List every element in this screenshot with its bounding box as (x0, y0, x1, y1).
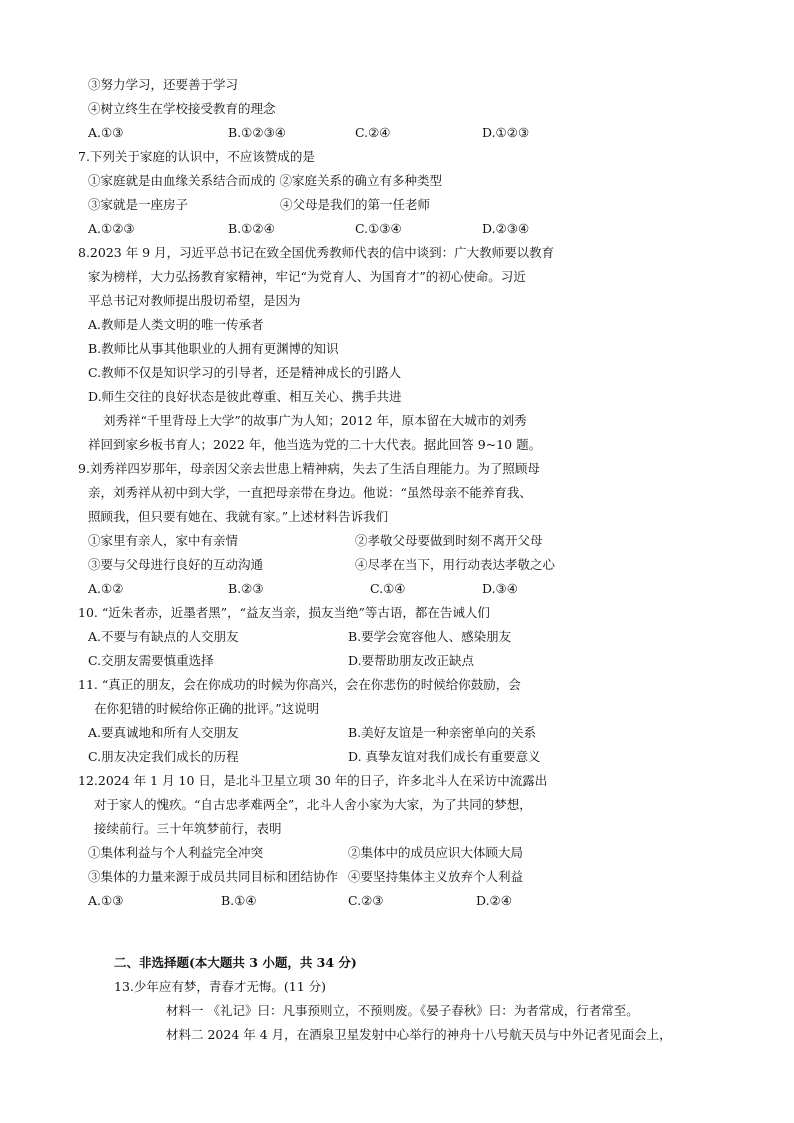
q12-stem-line3: 接续前行。三十年筑梦前行，表明 (94, 821, 282, 836)
q9-stem-line2: 亲，刘秀祥从初中到大学，一直把母亲带在身边。他说：“虽然母亲不能养育我、 (88, 485, 532, 500)
q9-option-a: A.①② (88, 581, 124, 596)
q7-option-a: A.①②③ (88, 221, 135, 236)
passage-line2: 祥回到家乡板书育人；2022 年，他当选为党的二十大代表。据此回答 9~10 题。 (88, 437, 542, 452)
q7-statements-1-2: ①家庭就是由血缘关系结合而成的 ②家庭关系的确立有多种类型 (88, 173, 442, 188)
q10-option-a: A.不要与有缺点的人交朋友 (88, 629, 239, 644)
q8-stem-line3: 平总书记对教师提出殷切希望，是因为 (88, 293, 301, 308)
q8-option-a: A.教师是人类文明的唯一传承者 (88, 317, 264, 332)
q7-option-c: C.①③④ (355, 221, 402, 236)
q11-option-a: A.要真诚地和所有人交朋友 (88, 725, 239, 740)
q10-option-b: B.要学会宽容他人、感染朋友 (348, 629, 512, 644)
section-heading: 二、非选择题(本大题共 3 小题，共 34 分) (114, 955, 357, 970)
option-b: B.①②③④ (228, 125, 286, 140)
q11-option-b: B.美好友谊是一种亲密单向的关系 (348, 725, 537, 740)
q12-statement-4: ④要坚持集体主义放弃个人利益 (348, 869, 524, 884)
q8-option-d: D.师生交往的良好状态是彼此尊重、相互关心、携手共进 (88, 389, 402, 404)
q12-statement-2: ②集体中的成员应识大体顾大局 (348, 845, 524, 860)
option-c: C.②④ (355, 125, 391, 140)
material-2: 材料二 2024 年 4 月，在酒泉卫星发射中心举行的神舟十八号航天员与中外记者见面会上， (166, 1027, 672, 1042)
q8-option-b: B.教师比从事其他职业的人拥有更渊博的知识 (88, 341, 339, 356)
q7-option-b: B.①②④ (228, 221, 275, 236)
q12-option-b: B.①④ (221, 893, 257, 908)
q7-statement-4: ④父母是我们的第一任老师 (280, 197, 431, 212)
q12-option-c: C.②③ (348, 893, 384, 908)
q10-option-d: D.要帮助朋友改正缺点 (348, 653, 475, 668)
option-d: D.①②③ (482, 125, 530, 140)
q13-stem: 13.少年应有梦，青春才无悔。(11 分) (114, 979, 327, 994)
q12-statement-3: ③集体的力量来源于成员共同目标和团结协作 (88, 869, 339, 884)
q12-stem-line2: 对于家人的愧疚。“自古忠孝难两全”，北斗人舍小家为大家，为了共同的梦想， (94, 797, 532, 812)
q7-stem: 7.下列关于家庭的认识中，不应该赞成的是 (78, 149, 315, 164)
passage-line1: 刘秀祥“千里背母上大学”的故事广为人知；2012 年，原本留在大城市的刘秀 (103, 413, 527, 428)
statement-3: ③努力学习，还要善于学习 (88, 77, 239, 92)
statement-4: ④树立终生在学校接受教育的理念 (88, 101, 276, 116)
q11-option-c: C.朋友决定我们成长的历程 (88, 749, 239, 764)
q12-stem-line1: 12.2024 年 1 月 10 日，是北斗卫星立项 30 年的日子，许多北斗人在采访中流露出 (78, 773, 548, 788)
q12-statement-1: ①集体利益与个人利益完全冲突 (88, 845, 264, 860)
q11-stem-line2: 在你犯错的时候给你正确的批评。”这说明 (94, 701, 320, 716)
q8-stem-line1: 8.2023 年 9 月，习近平总书记在致全国优秀教师代表的信中谈到：广大教师要以教育 (78, 245, 555, 260)
q12-option-a: A.①③ (88, 893, 124, 908)
option-a: A.①③ (88, 125, 124, 140)
q10-stem: 10. “近朱者赤，近墨者黑”，“益友当亲，损友当绝”等古语，都在告诫人们 (78, 605, 490, 620)
q11-option-d: D. 真挚友谊对我们成长有重要意义 (348, 749, 541, 764)
q9-statement-4: ④尽孝在当下，用行动表达孝敬之心 (355, 557, 556, 572)
q10-option-c: C.交朋友需要慎重选择 (88, 653, 214, 668)
material-1: 材料一 《礼记》曰：凡事预则立，不预则废。《晏子春秋》曰：为者常成，行者常至。 (166, 1003, 639, 1018)
q9-option-d: D.③④ (482, 581, 518, 596)
q9-option-c: C.①④ (370, 581, 406, 596)
q9-option-b: B.②③ (228, 581, 264, 596)
q9-statement-1: ①家里有亲人，家中有亲情 (88, 533, 239, 548)
q7-option-d: D.②③④ (482, 221, 530, 236)
q9-stem-line3: 照顾我，但只要有她在、我就有家。”上述材料告诉我们 (88, 509, 389, 524)
q11-stem-line1: 11. “真正的朋友，会在你成功的时候为你高兴，会在你悲伤的时候给你鼓励，会 (78, 677, 521, 692)
q8-stem-line2: 家为榜样，大力弘扬教育家精神，牢记“为党育人、为国育才”的初心使命。习近 (88, 269, 526, 284)
q9-stem-line1: 9.刘秀祥四岁那年，母亲因父亲去世患上精神病，失去了生活自理能力。为了照顾母 (78, 461, 540, 476)
q12-option-d: D.②④ (476, 893, 512, 908)
q8-option-c: C.教师不仅是知识学习的引导者，还是精神成长的引路人 (88, 365, 402, 380)
q7-statement-3: ③家就是一座房子 (88, 197, 189, 212)
q9-statement-3: ③要与父母进行良好的互动沟通 (88, 557, 264, 572)
q9-statement-2: ②孝敬父母要做到时刻不离开父母 (355, 533, 543, 548)
